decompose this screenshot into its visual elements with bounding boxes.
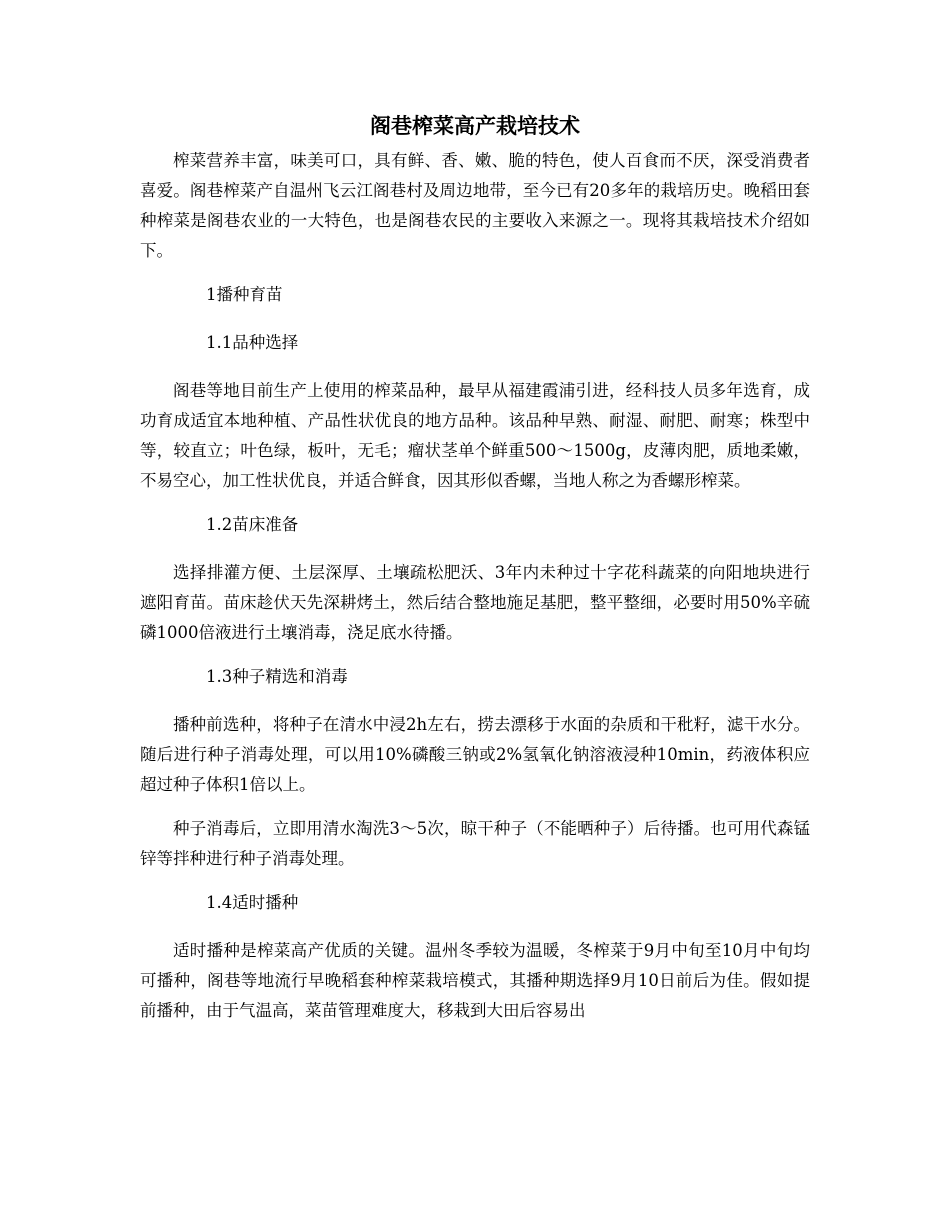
section-title: 种子精选和消毒 bbox=[232, 667, 348, 686]
section-heading-1 bbox=[140, 280, 810, 310]
section-title: 适时播种 bbox=[232, 893, 299, 912]
section-title: 播种育苗 bbox=[216, 285, 283, 304]
document-title: 阁巷榨菜高产栽培技术 bbox=[370, 114, 580, 138]
section-1-3-paragraph-2: 种子消毒后，立即用清水淘洗3～5次，晾干种子（不能晒种子）后待播。也可用代森锰锌等拌种进行种子消毒处理。 bbox=[140, 819, 810, 868]
section-1-2-paragraph: 选择排灌方便、土层深厚、土壤疏松肥沃、3年内未种过十字花科蔬菜的向阳地块进行遮阳育苗。苗床趁伏天先深耕烤土，然后结合整地施足基肥，整平整细，必要时用50%辛硫磷1000倍液进行土壤消毒，浇足底水待播。 bbox=[140, 563, 810, 642]
section-number: 1.2 bbox=[206, 515, 233, 534]
intro-paragraph: 榨菜营养丰富，味美可口，具有鲜、香、嫩、脆的特色，使人百食而不厌，深受消费者喜爱。阁巷榨菜产自温州飞云江阁巷村及周边地带，至今已有20多年的栽培历史。晚稻田套种榨菜是阁巷农业的一大特色，也是阁巷农民的主要收入来源之一。现将其栽培技术介绍如下。 bbox=[140, 151, 810, 260]
section-1-3-paragraph-1: 播种前选种，将种子在清水中浸2h左右，捞去漂移于水面的杂质和干秕籽，滤干水分。随后进行种子消毒处理，可以用10%磷酸三钠或2%氢氧化钠溶液浸种10min，药液体积应超过种子体积1倍以上。 bbox=[140, 715, 810, 794]
section-heading-1-2 bbox=[140, 510, 810, 540]
section-title: 苗床准备 bbox=[232, 515, 299, 534]
document-page bbox=[140, 110, 810, 1040]
section-number: 1.4 bbox=[206, 893, 233, 912]
section-heading-1-4 bbox=[140, 888, 810, 918]
section-heading-1-1 bbox=[140, 328, 810, 358]
section-number: 1 bbox=[206, 285, 217, 304]
section-1-4-paragraph: 适时播种是榨菜高产优质的关键。温州冬季较为温暖，冬榨菜于9月中旬至10月中旬均可播种，阁巷等地流行早晚稻套种榨菜栽培模式，其播种期选择9月10日前后为佳。假如提前播种，由于气温高，菜苗管理难度大，移栽到大田后容易出 bbox=[140, 941, 810, 1020]
section-title: 品种选择 bbox=[232, 333, 299, 352]
section-heading-1-3 bbox=[140, 662, 810, 692]
section-1-1-paragraph: 阁巷等地目前生产上使用的榨菜品种，最早从福建霞浦引进，经科技人员多年选育，成功育成适宜本地种植、产品性状优良的地方品种。该品种早熟、耐湿、耐肥、耐寒；株型中等，较直立；叶色绿，板叶，无毛；瘤状茎单个鲜重500～1500g，皮薄肉肥，质地柔嫩，不易空心，加工性状优良，并适合鲜食，因其形似香螺，当地人称之为香螺形榨菜。 bbox=[140, 381, 810, 490]
section-number: 1.1 bbox=[206, 333, 233, 352]
section-number: 1.3 bbox=[206, 667, 233, 686]
